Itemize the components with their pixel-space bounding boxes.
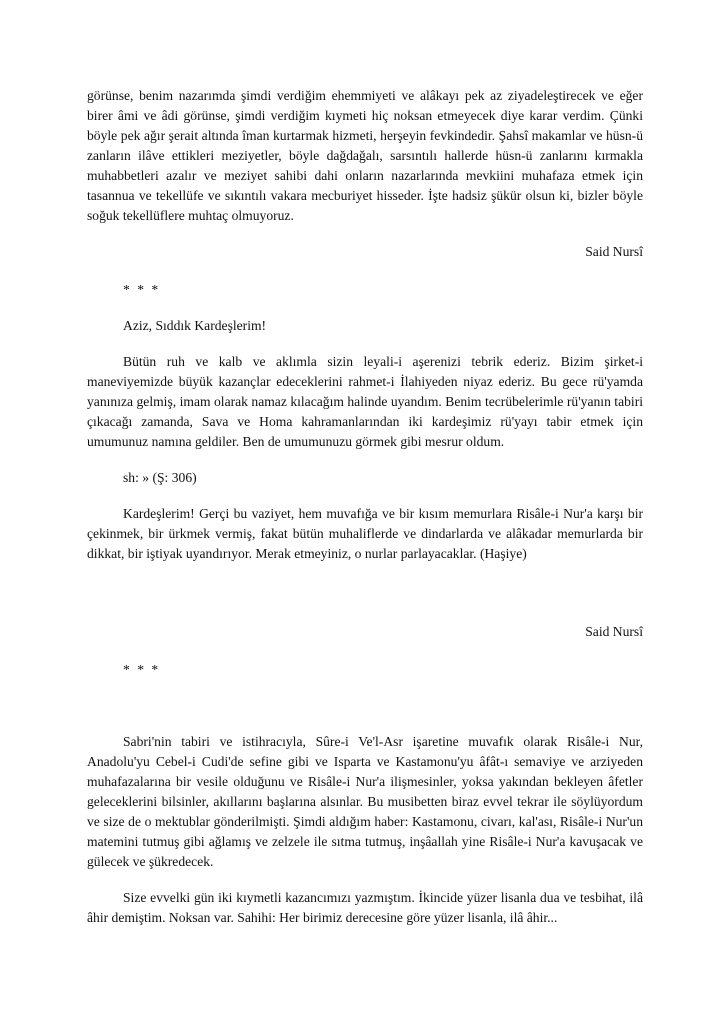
letter1-body: görünse, benim nazarımda şimdi verdiğim ehemmiyeti ve alâkayı pek az ziyadeleştirecek ve eğer birer âmi ve âdi görünse, şimdi verdiğim kıymeti hiç noksan etmeyecek diye karar verdim. Çünki böyle pek ağır şerait altında îman kurtarmak hizmeti, herşeyin fevkindedir. Şahsî makamlar ve hüsn-ü zanların ilâve ettikleri meziyetler, böyle dağdağalı, sarsıntılı hallerde hüsn-ü zanlarını kırmakla muhabbetleri azalır ve meziyet sahibi dahi onların nazarlarında mevkiini muhafaza etmek için tasannua ve tekellüfe ve sıkıntılı vakara mecburiyet hisseder. İşte hadsiz şükür olsun ki, bizler böyle soğuk tekellüflere muhtaç olmuyoruz. xyxy=(87,88,643,223)
letter1-signature: Said Nursî xyxy=(585,244,643,259)
section-separator: * * * xyxy=(123,662,161,677)
letter2-salutation: Aziz, Sıddık Kardeşlerim! xyxy=(123,318,267,333)
letter2-body: Bütün ruh ve kalb ve aklımla sizin leyali-i aşerenizi tebrik ederiz. Bizim şirket-i maneviyemizde büyük kazançlar edeceklerini rahmet-i İlahiyeden niyaz ederiz. Bu gece rü'yamda yanınıza gelmiş, imam olarak namaz kılacağım halinde uyandım. Benim tecrübelerimle rü'yanın tabiri çıkacağı zamanda, Sava ve Homa kahramanlarından iki kardeşimiz rü'yayı tabir etmek için umumunuz namına geldiler. Ben de umumunuzu görmek gibi mesrur oldum. xyxy=(87,354,643,449)
section-separator: * * * xyxy=(123,282,161,297)
document-page xyxy=(87,86,643,928)
page-reference: sh: » (Ş: 306) xyxy=(123,470,197,485)
letter3-body-continued: Size evvelki gün iki kıymetli kazancımızı yazmıştım. İkincide yüzer lisanla dua ve tesbihat, ilâ âhir demiştim. Noksan var. Sahihi: Her birimiz derecesine göre yüzer lisanla, ilâ âhir... xyxy=(87,890,643,925)
letter3-body: Sabri'nin tabiri ve istihracıyla, Sûre-i Ve'l-Asr işaretine muvafık olarak Risâle-i Nur, Anadolu'yu Cebel-i Cudi'de sefine gibi ve Isparta ve Kastamonu'yu âfât-ı semaviye ve arziyeden muhafazalarına bir vesile olduğunu ve Risâle-i Nur'a ilişmesinler, yoksa yakından bekleyen âfetler geleceklerini bilsinler, akıllarını başlarına alsınlar. Bu musibetten biraz evvel tekrar ile söylüyordum ve size de o mektublar gönderilmişti. Şimdi aldığım haber: Kastamonu, civarı, kal'ası, Risâle-i Nur'un matemini tutmuş gibi ağlamış ve zelzele ile sıtma tutmuş, inşâallah yine Risâle-i Nur'a kavuşacak ve gülecek ve şükredecek. xyxy=(87,734,643,869)
letter2-body-continued: Kardeşlerim! Gerçi bu vaziyet, hem muvafığa ve bir kısım memurlara Risâle-i Nur'a karşı bir çekinmek, bir ürkmek vermiş, fakat bütün muhaliflerde ve dindarlarda ve alâkadar memurlarda bir dikkat, bir iştiyak uyandırıyor. Merak etmeyiniz, o nurlar parlayacaklar. (Haşiye) xyxy=(87,506,643,561)
letter2-signature: Said Nursî xyxy=(585,624,643,639)
